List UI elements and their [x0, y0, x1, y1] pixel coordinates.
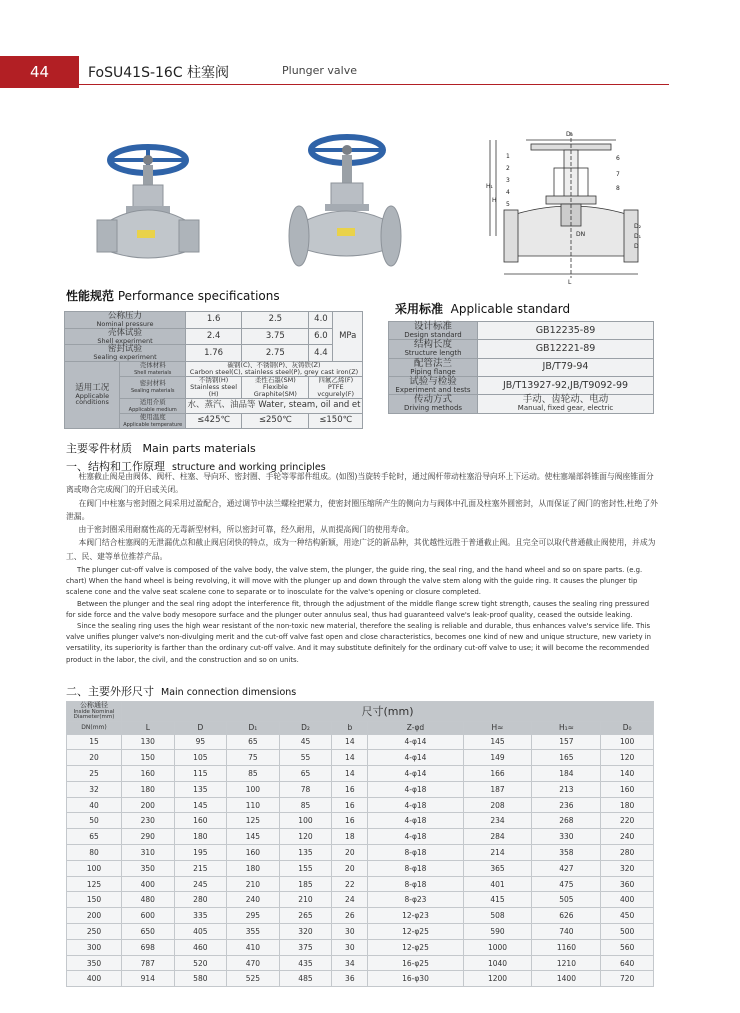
table-cell: 320	[601, 860, 654, 876]
dimensions-heading: 二、主要外形尺寸 Main connection dimensions	[66, 685, 297, 698]
table-cell: 300	[67, 939, 122, 955]
table-cell: 435	[279, 955, 332, 971]
table-cell: 360	[601, 876, 654, 892]
drawing-label-h1: H₁	[486, 183, 493, 190]
performance-heading: 性能规范 Performance specifications	[66, 289, 280, 303]
drawing-label-2: 2	[506, 165, 510, 172]
table-cell: 427	[532, 860, 601, 876]
table-cell: 125	[67, 876, 122, 892]
table-cell: 110	[227, 797, 280, 813]
table-cell: 40	[67, 797, 122, 813]
table-cell: 525	[227, 971, 280, 987]
table-cell: 290	[122, 829, 175, 845]
table-cell: 240	[227, 892, 280, 908]
table-cell: 4-φ18	[368, 781, 463, 797]
table-cell: 14	[332, 750, 368, 766]
table-cell: 234	[463, 813, 532, 829]
table-row	[67, 892, 654, 908]
header-rule	[79, 84, 669, 85]
table-cell: 12-φ25	[368, 924, 463, 940]
table-cell: 30	[332, 924, 368, 940]
table-cell: 280	[174, 892, 227, 908]
table-row	[67, 845, 654, 861]
table-cell: 160	[601, 781, 654, 797]
table-cell: 400	[67, 971, 122, 987]
table-cell: 1400	[532, 971, 601, 987]
table-cell: 4-φ18	[368, 797, 463, 813]
table-cell: 265	[279, 908, 332, 924]
table-row	[67, 924, 654, 940]
table-row	[67, 908, 654, 924]
table-cell: 520	[174, 955, 227, 971]
table-cell: 740	[532, 924, 601, 940]
table-cell: 310	[122, 845, 175, 861]
table-cell: 250	[67, 924, 122, 940]
table-row	[67, 766, 654, 782]
drawing-label-l: L	[568, 279, 572, 286]
table-cell: 475	[532, 876, 601, 892]
standard-heading: 采用标准 Applicable standard	[395, 302, 571, 316]
table-cell: 26	[332, 908, 368, 924]
drawing-label-d0: D₀	[566, 131, 574, 138]
table-cell: 590	[463, 924, 532, 940]
table-row	[67, 781, 654, 797]
materials-heading: 主要零件材质 Main parts materials	[66, 442, 256, 455]
std-row-driving: 传动方式 Driving methods 手动、齿轮动、电动 Manual, fixed gear, electric	[389, 395, 654, 413]
table-cell: 1040	[463, 955, 532, 971]
drawing-label-3: 3	[506, 177, 510, 184]
table-cell: 85	[227, 766, 280, 782]
drawing-label-d2: D₂	[634, 223, 642, 230]
table-cell: 230	[122, 813, 175, 829]
table-cell: 32	[67, 781, 122, 797]
table-row	[67, 955, 654, 971]
valve-photo-flanged	[285, 128, 405, 278]
table-cell: 480	[122, 892, 175, 908]
table-cell: 145	[463, 734, 532, 750]
table-cell: 45	[279, 734, 332, 750]
table-cell: 350	[122, 860, 175, 876]
table-cell: 100	[279, 813, 332, 829]
drawing-label-h: H	[492, 197, 497, 204]
drawing-label-4: 4	[506, 189, 510, 196]
table-cell: 166	[463, 766, 532, 782]
table-cell: 1000	[463, 939, 532, 955]
table-cell: 100	[227, 781, 280, 797]
table-cell: 160	[227, 845, 280, 861]
page-title: FoSU41S-16C 柱塞阀	[88, 65, 230, 81]
table-cell: 401	[463, 876, 532, 892]
table-cell: 100	[67, 860, 122, 876]
dims-header-row: 公称通径 Inside Nominal Diameter(mm) 尺寸(mm)	[67, 702, 654, 722]
table-cell: 358	[532, 845, 601, 861]
drawing-label-7: 7	[616, 171, 620, 178]
table-cell: 16	[332, 813, 368, 829]
table-cell: 95	[174, 734, 227, 750]
table-cell: 600	[122, 908, 175, 924]
table-cell: 65	[227, 734, 280, 750]
table-cell: 580	[174, 971, 227, 987]
structure-heading: 一、结构和工作原理 structure and working principles	[66, 460, 326, 473]
table-cell: 240	[601, 829, 654, 845]
table-cell: 149	[463, 750, 532, 766]
table-cell: 365	[463, 860, 532, 876]
table-cell: 78	[279, 781, 332, 797]
table-cell: 184	[532, 766, 601, 782]
table-cell: 36	[332, 971, 368, 987]
standard-table	[388, 321, 654, 414]
table-cell: 16-φ25	[368, 955, 463, 971]
table-cell: 4-φ18	[368, 813, 463, 829]
table-cell: 4-φ14	[368, 750, 463, 766]
table-cell: 65	[279, 766, 332, 782]
drawing-label-d1: D₁	[634, 233, 642, 240]
table-cell: 215	[174, 860, 227, 876]
table-row	[67, 797, 654, 813]
table-row	[67, 734, 654, 750]
table-cell: 405	[174, 924, 227, 940]
table-cell: 4-φ14	[368, 766, 463, 782]
table-cell: 130	[122, 734, 175, 750]
table-row	[67, 813, 654, 829]
table-cell: 268	[532, 813, 601, 829]
std-row-tests: 试验与检验 Experiment and tests JB/T13927-92,JB/T9092-99	[389, 376, 654, 394]
table-cell: 55	[279, 750, 332, 766]
table-cell: 4-φ18	[368, 829, 463, 845]
table-cell: 160	[174, 813, 227, 829]
table-cell: 135	[279, 845, 332, 861]
table-cell: 460	[174, 939, 227, 955]
table-cell: 180	[122, 781, 175, 797]
table-cell: 14	[332, 734, 368, 750]
table-cell: 16	[332, 797, 368, 813]
table-cell: 500	[601, 924, 654, 940]
page-number: 44	[29, 63, 50, 81]
table-cell: 8-φ18	[368, 876, 463, 892]
table-cell: 24	[332, 892, 368, 908]
table-row	[67, 971, 654, 987]
table-cell: 155	[279, 860, 332, 876]
drawing-label-8: 8	[616, 185, 620, 192]
table-cell: 320	[279, 924, 332, 940]
table-cell: 560	[601, 939, 654, 955]
table-cell: 85	[279, 797, 332, 813]
valve-photo-socket	[93, 140, 203, 270]
table-cell: 115	[174, 766, 227, 782]
table-cell: 415	[463, 892, 532, 908]
table-cell: 213	[532, 781, 601, 797]
perf-unit: MPa	[333, 312, 363, 362]
perf-row-shell: 壳体试验 Shell experiment 2.4 3.75 6.0	[65, 328, 363, 345]
perf-row-sealing: 密封试验 Sealing experiment 1.76 2.75 4.4	[65, 345, 363, 362]
table-cell: 295	[227, 908, 280, 924]
table-cell: 208	[463, 797, 532, 813]
perf-row-temperature: 使用温度 Applicable temperature ≤425℃ ≤250℃ ≤150℃	[65, 413, 363, 428]
table-cell: 195	[174, 845, 227, 861]
table-cell: 65	[67, 829, 122, 845]
table-cell: 220	[601, 813, 654, 829]
table-cell: 280	[601, 845, 654, 861]
table-cell: 508	[463, 908, 532, 924]
table-cell: 210	[227, 876, 280, 892]
table-cell: 450	[601, 908, 654, 924]
table-cell: 330	[532, 829, 601, 845]
table-cell: 145	[174, 797, 227, 813]
perf-row-medium: 适用介质 Applicable medium 水、蒸汽、油品等 Water, steam, oil and et	[65, 398, 363, 413]
table-cell: 1160	[532, 939, 601, 955]
dimensions-table	[66, 701, 654, 987]
table-cell: 410	[227, 939, 280, 955]
table-cell: 20	[332, 860, 368, 876]
drawing-label-6: 6	[616, 155, 620, 162]
table-cell: 16-φ30	[368, 971, 463, 987]
table-row	[67, 860, 654, 876]
table-cell: 150	[122, 750, 175, 766]
std-row-design: 设计标准 Design standard GB12235-89	[389, 322, 654, 340]
table-cell: 245	[174, 876, 227, 892]
table-cell: 165	[532, 750, 601, 766]
table-cell: 787	[122, 955, 175, 971]
table-cell: 470	[227, 955, 280, 971]
table-cell: 120	[601, 750, 654, 766]
table-cell: 20	[332, 845, 368, 861]
drawing-label-1: 1	[506, 153, 510, 160]
table-cell: 160	[122, 766, 175, 782]
table-cell: 180	[227, 860, 280, 876]
table-cell: 135	[174, 781, 227, 797]
table-cell: 12-φ23	[368, 908, 463, 924]
table-row	[67, 829, 654, 845]
table-cell: 75	[227, 750, 280, 766]
table-row	[67, 876, 654, 892]
table-cell: 200	[67, 908, 122, 924]
table-cell: 157	[532, 734, 601, 750]
valve-section-drawing	[486, 128, 646, 288]
table-cell: 22	[332, 876, 368, 892]
performance-table	[64, 311, 363, 429]
table-cell: 8-φ18	[368, 860, 463, 876]
perf-row-seal-material: 密封材料 Sealing materials 不锈钢(H) Stainless steel (H) 柔性石墨(SM) Flexible Graphite(SM) 四氟乙烯(F) PTFE vcgurely(F)	[65, 377, 363, 398]
table-cell: 640	[601, 955, 654, 971]
table-cell: 210	[279, 892, 332, 908]
table-cell: 20	[67, 750, 122, 766]
table-cell: 185	[279, 876, 332, 892]
perf-row-nominal: 公称压力 Nominal pressure 1.6 2.5 4.0 MPa	[65, 312, 363, 329]
drawing-label-d: D	[634, 243, 639, 250]
table-cell: 236	[532, 797, 601, 813]
table-cell: 180	[601, 797, 654, 813]
std-row-length: 结构长度 Structure length GB12221-89	[389, 340, 654, 358]
table-cell: 18	[332, 829, 368, 845]
table-cell: 12-φ25	[368, 939, 463, 955]
table-cell: 400	[122, 876, 175, 892]
table-cell: 626	[532, 908, 601, 924]
drawing-label-5: 5	[506, 201, 510, 208]
table-cell: 15	[67, 734, 122, 750]
table-cell: 650	[122, 924, 175, 940]
table-cell: 120	[279, 829, 332, 845]
table-cell: 698	[122, 939, 175, 955]
table-cell: 25	[67, 766, 122, 782]
table-cell: 125	[227, 813, 280, 829]
table-cell: 720	[601, 971, 654, 987]
table-cell: 200	[122, 797, 175, 813]
table-cell: 187	[463, 781, 532, 797]
table-cell: 400	[601, 892, 654, 908]
table-cell: 105	[174, 750, 227, 766]
table-cell: 100	[601, 734, 654, 750]
table-cell: 50	[67, 813, 122, 829]
table-cell: 914	[122, 971, 175, 987]
table-cell: 30	[332, 939, 368, 955]
table-cell: 505	[532, 892, 601, 908]
table-cell: 335	[174, 908, 227, 924]
table-cell: 80	[67, 845, 122, 861]
table-cell: 8-φ23	[368, 892, 463, 908]
table-cell: 34	[332, 955, 368, 971]
table-cell: 1200	[463, 971, 532, 987]
table-cell: 140	[601, 766, 654, 782]
dims-column-headers: DN(mm) L D D₁ D₂ b Z-φd H≈ H₁≈ D₀	[67, 721, 654, 734]
table-cell: 180	[174, 829, 227, 845]
table-cell: 14	[332, 766, 368, 782]
perf-row-body-material: 适用工况 Applicable conditions 壳体材料 Shell materials 碳钢(C)、不锈钢(P)、灰铸铁(Z) Carbon steel(C), stainless steel(P), grey cast iron(Z)	[65, 362, 363, 377]
table-cell: 1210	[532, 955, 601, 971]
page-subtitle: Plunger valve	[282, 64, 357, 77]
std-row-flange: 配管法兰 Piping flange JB/T79-94	[389, 358, 654, 376]
structure-text-cn: 柱塞截止阀是由阀体、阀杆、柱塞、导向环、密封圈、手轮等零部件组成。(如图)当旋转手轮时，通过阀杆带动柱塞沿导向环上下运动。使柱塞端部斜锥面与阀座锥面分离或吻合完成阀门的开启或关闭。 在阀门中柱塞与密封圈之间采用过盈配合，通过调节中法兰螺栓把紧力，使密封圈压缩所产生的侧向力与阀体中孔面及柱塞外圆密封，从而保证了阀门的密封性,杜绝了外泄漏。 由于密封圈采用耐腐性高的无毒新型材料，所以密封可靠，经久耐用，从而提高阀门的使用寿命。 本阀门结合柱塞阀的无泄漏优点和截止阀启闭快的特点，成为一种结构新颖，用途广泛的新品种，其优越性远胜于普通截止阀。且完全可以取代普通截止阀使用，并成为工、民、建等单位推荐产品。	[66, 472, 658, 561]
structure-text-en: The plunger cut-off valve is composed of the valve body, the valve stem, the plunger, the guide ring, the seal ring, and the hand wheel and so on spare parts. (e.g. chart) When the hand wheel is being revolving, it will move with the plunger up and down through the valve stem along with the guide ring. It causes the plunger tip scalene cone and the valve seat scalene cone to separate or to inosculate for the valve's opening or closure completed. Between the plunger and the seal ring adopt the interference fit, through the adjustment of the middle flange screw tight strength, causes the sealing ring pressured for side force and the valve body mesopore surface and the plunger outer annulus seal, thus had guaranteed valve's leak-proof quality, ceased the outside leaking. Since the sealing ring uses the high wear resistant of the non-toxic new material, therefore the sealing is reliable and durable, thus enhances valve's service life. This valve unifies plunger valve's non-divulging merit and the cut-off valve fast open and close characteristics, becomes one kind of new and unique structure, new variety in versatility, its superiority is farther than the ordinary cut-off valve. And it may substitute definitely for the ordinary cut-off valve to use; it will become the recommended product in the labor, the civil, and the construction and so on units.	[66, 566, 652, 664]
table-cell: 8-φ18	[368, 845, 463, 861]
drawing-label-dn: DN	[576, 231, 586, 238]
table-cell: 350	[67, 955, 122, 971]
table-row	[67, 939, 654, 955]
table-cell: 4-φ14	[368, 734, 463, 750]
table-cell: 355	[227, 924, 280, 940]
table-cell: 145	[227, 829, 280, 845]
table-row	[67, 750, 654, 766]
dims-size-title: 尺寸(mm)	[122, 702, 654, 722]
table-cell: 284	[463, 829, 532, 845]
table-cell: 150	[67, 892, 122, 908]
table-cell: 214	[463, 845, 532, 861]
table-cell: 375	[279, 939, 332, 955]
table-cell: 485	[279, 971, 332, 987]
table-cell: 16	[332, 781, 368, 797]
